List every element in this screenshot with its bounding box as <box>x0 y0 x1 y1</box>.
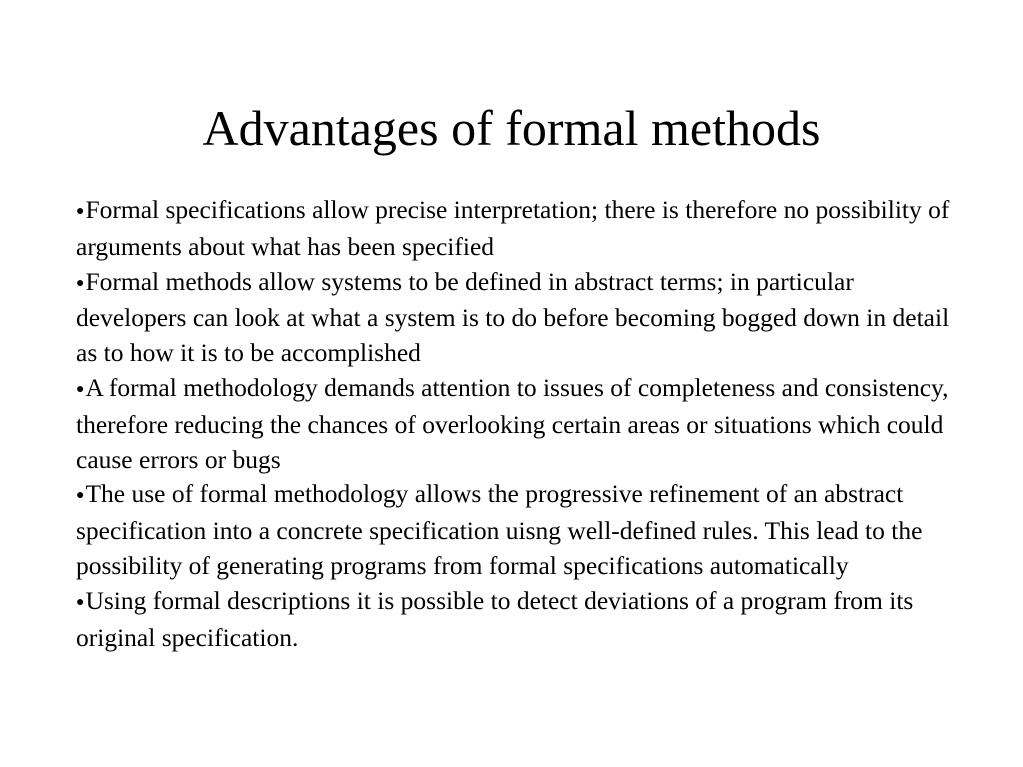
bullet-dot-icon: ● <box>76 594 85 610</box>
bullet-dot-icon: ● <box>76 204 85 219</box>
bullet-dot-icon: ● <box>76 275 85 291</box>
bullet-dot-icon: ● <box>76 488 85 504</box>
bullet-text: Formal specifications allow precise interpretation; there is therefore no possibility of arguments about what has been specified <box>76 195 950 261</box>
bullet-item <box>76 265 956 371</box>
bullet-text: Formal methods allow systems to be defined in abstract terms; in particular developers can look at what a system is to do before becoming bogged down in detail as to how it is to be accomplished <box>76 266 950 368</box>
bullet-text: A formal methodology demands attention to issues of completeness and consistency, therefore reducing the chances of overlooking certain areas or situations which could cause errors or bugs <box>76 372 949 474</box>
slide-title: Advantages of formal methods <box>202 100 821 156</box>
bullet-list <box>76 193 956 655</box>
bullet-item <box>76 371 956 477</box>
bullet-text: Using formal descriptions it is possible to detect deviations of a program from its original specification. <box>76 585 914 652</box>
bullet-dot-icon: ● <box>76 381 85 397</box>
bullet-item <box>76 477 956 583</box>
bullet-item <box>76 584 956 656</box>
bullet-text: The use of formal methodology allows the progressive refinement of an abstract specification into a concrete specification uisng well-defined rules. This lead to the possibility of generating programs from formal specifications automatically <box>76 479 923 580</box>
bullet-item <box>76 193 956 265</box>
